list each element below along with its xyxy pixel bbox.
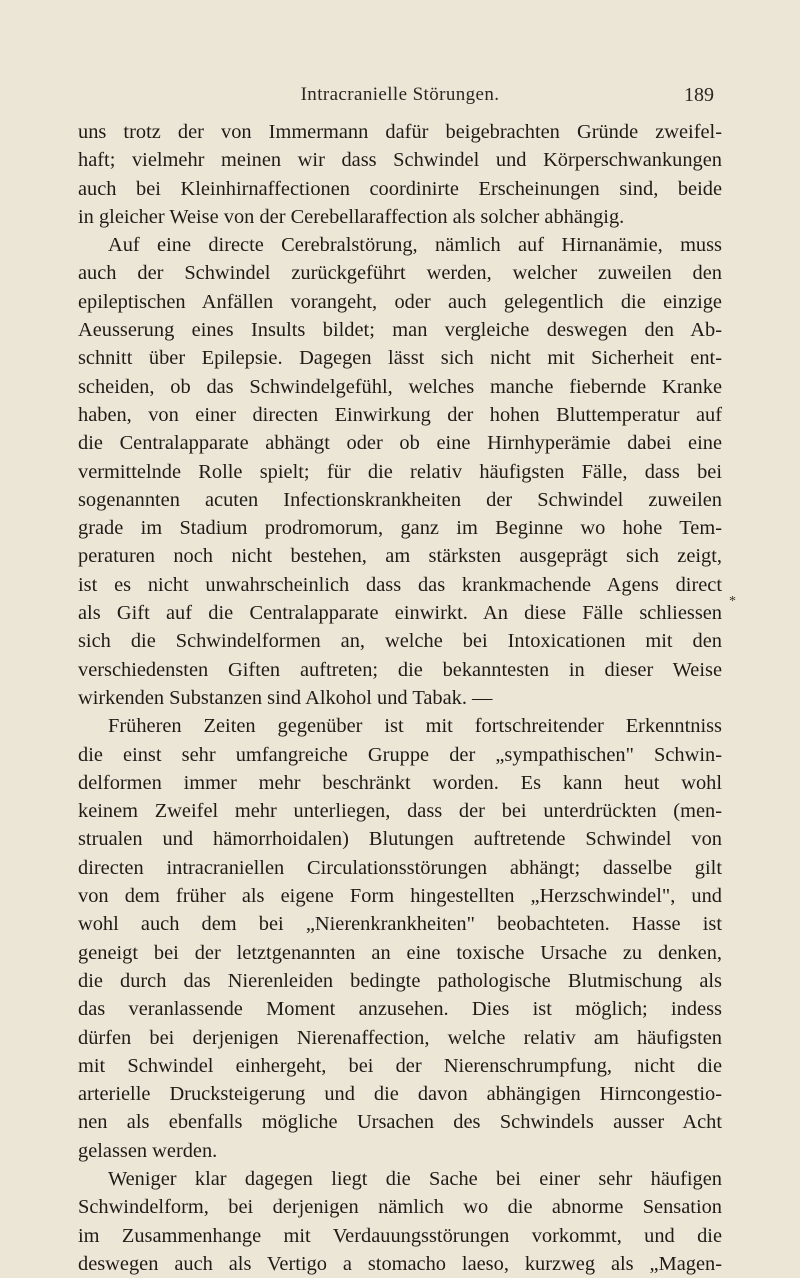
text-line: gelassen werden. [78,1139,218,1162]
text-line: mit Schwindel einhergeht, bei der Nierenschrumpfung, nicht die [78,1054,722,1077]
text-line: delformen immer mehr beschränkt worden. Es kann heut wohl [78,771,722,794]
text-line: haft; vielmehr meinen wir dass Schwindel und Körperschwankungen [78,149,722,172]
text-line: die durch das Nierenleiden bedingte pathologische Blutmischung als [78,969,722,992]
body-text [78,118,722,1278]
text-line: deswegen auch als Vertigo a stomacho laeso, kurzweg als „Magen- [78,1252,722,1275]
text-line: sogenannten acuten Infectionskrankheiten der Schwindel zuweilen [78,488,722,511]
text-line: die einst sehr umfangreiche Gruppe der „sympathischen" Schwin- [78,743,722,766]
paragraph-start: Weniger klar dagegen liegt die Sache bei einer sehr häufigen [108,1167,722,1190]
margin-mark: * [729,594,736,609]
text-line: uns trotz der von Immermann dafür beigebrachten Gründe zweifel- [78,121,722,143]
running-title: Intracranielle Störungen. [300,84,500,105]
text-line: epileptischen Anfällen vorangeht, oder auch gelegentlich die einzige [78,290,722,313]
paragraph-start: Früheren Zeiten gegenüber ist mit fortschreitender Erkenntniss [108,715,722,738]
text-line: geneigt bei der letztgenannten an eine toxische Ursache zu denken, [78,941,722,964]
running-header [0,84,800,110]
text-line: vermittelnde Rolle spielt; für die relativ häufigsten Fälle, dass bei [78,460,722,483]
text-line: Schwindelform, bei derjenigen nämlich wo die abnorme Sensation [78,1196,722,1219]
text-line: die Centralapparate abhängt oder ob eine Hirnhyperämie dabei eine [78,432,722,455]
text-line: wohl auch dem bei „Nierenkrankheiten" beobachteten. Hasse ist [78,913,722,936]
text-line: strualen und hämorrhoidalen) Blutungen auftretende Schwindel von [78,828,722,851]
text-line: verschiedensten Giften auftreten; die bekanntesten in dieser Weise [78,658,722,681]
paragraph-start: Auf eine directe Cerebralstörung, nämlich auf Hirnanämie, muss [108,234,722,257]
text-line: das veranlassende Moment anzusehen. Dies ist möglich; indess [78,998,722,1021]
text-line: haben, von einer directen Einwirkung der hohen Bluttemperatur auf [78,403,722,426]
text-line: wirkenden Substanzen sind Alkohol und Tabak. — [78,686,493,709]
text-line: scheiden, ob das Schwindelgefühl, welches manche fiebernde Kranke [78,375,722,398]
text-line: auch bei Kleinhirnaffectionen coordinirte Erscheinungen sind, beide [78,177,722,200]
text-line: auch der Schwindel zurückgeführt werden, welcher zuweilen den [78,262,722,285]
text-line: arterielle Drucksteigerung und die davon abhängigen Hirncongestio- [78,1083,722,1106]
text-line: peraturen noch nicht bestehen, am stärksten ausgeprägt sich zeigt, [78,545,722,568]
text-line: schnitt über Epilepsie. Dagegen lässt sich nicht mit Sicherheit ent- [78,347,722,370]
text-line: dürfen bei derjenigen Nierenaffection, welche relativ am häufigsten [78,1026,722,1049]
text-line: in gleicher Weise von der Cerebellaraffection als solcher abhängig. [78,205,625,228]
text-line: keinem Zweifel mehr unterliegen, dass der bei unterdrückten (men- [78,800,722,823]
text-line: sich die Schwindelformen an, welche bei Intoxicationen mit den [78,630,722,653]
text-line: im Zusammenhange mit Verdauungsstörungen vorkommt, und die [78,1224,722,1247]
text-line: Aeusserung eines Insults bildet; man vergleiche deswegen den Ab- [78,319,722,342]
page-number: 189 [684,84,714,106]
text-line: ist es nicht unwahrscheinlich dass das krankmachende Agens direct [78,573,722,596]
text-line: nen als ebenfalls mögliche Ursachen des Schwindels ausser Acht [78,1111,722,1134]
text-line: directen intracraniellen Circulationsstörungen abhängt; dasselbe gilt [78,856,722,879]
text-line: von dem früher als eigene Form hingestellten „Herzschwindel", und [78,885,722,908]
text-line: grade im Stadium prodromorum, ganz im Beginne wo hohe Tem- [78,517,722,540]
text-line: als Gift auf die Centralapparate einwirkt. An diese Fälle schliessen [78,602,722,625]
